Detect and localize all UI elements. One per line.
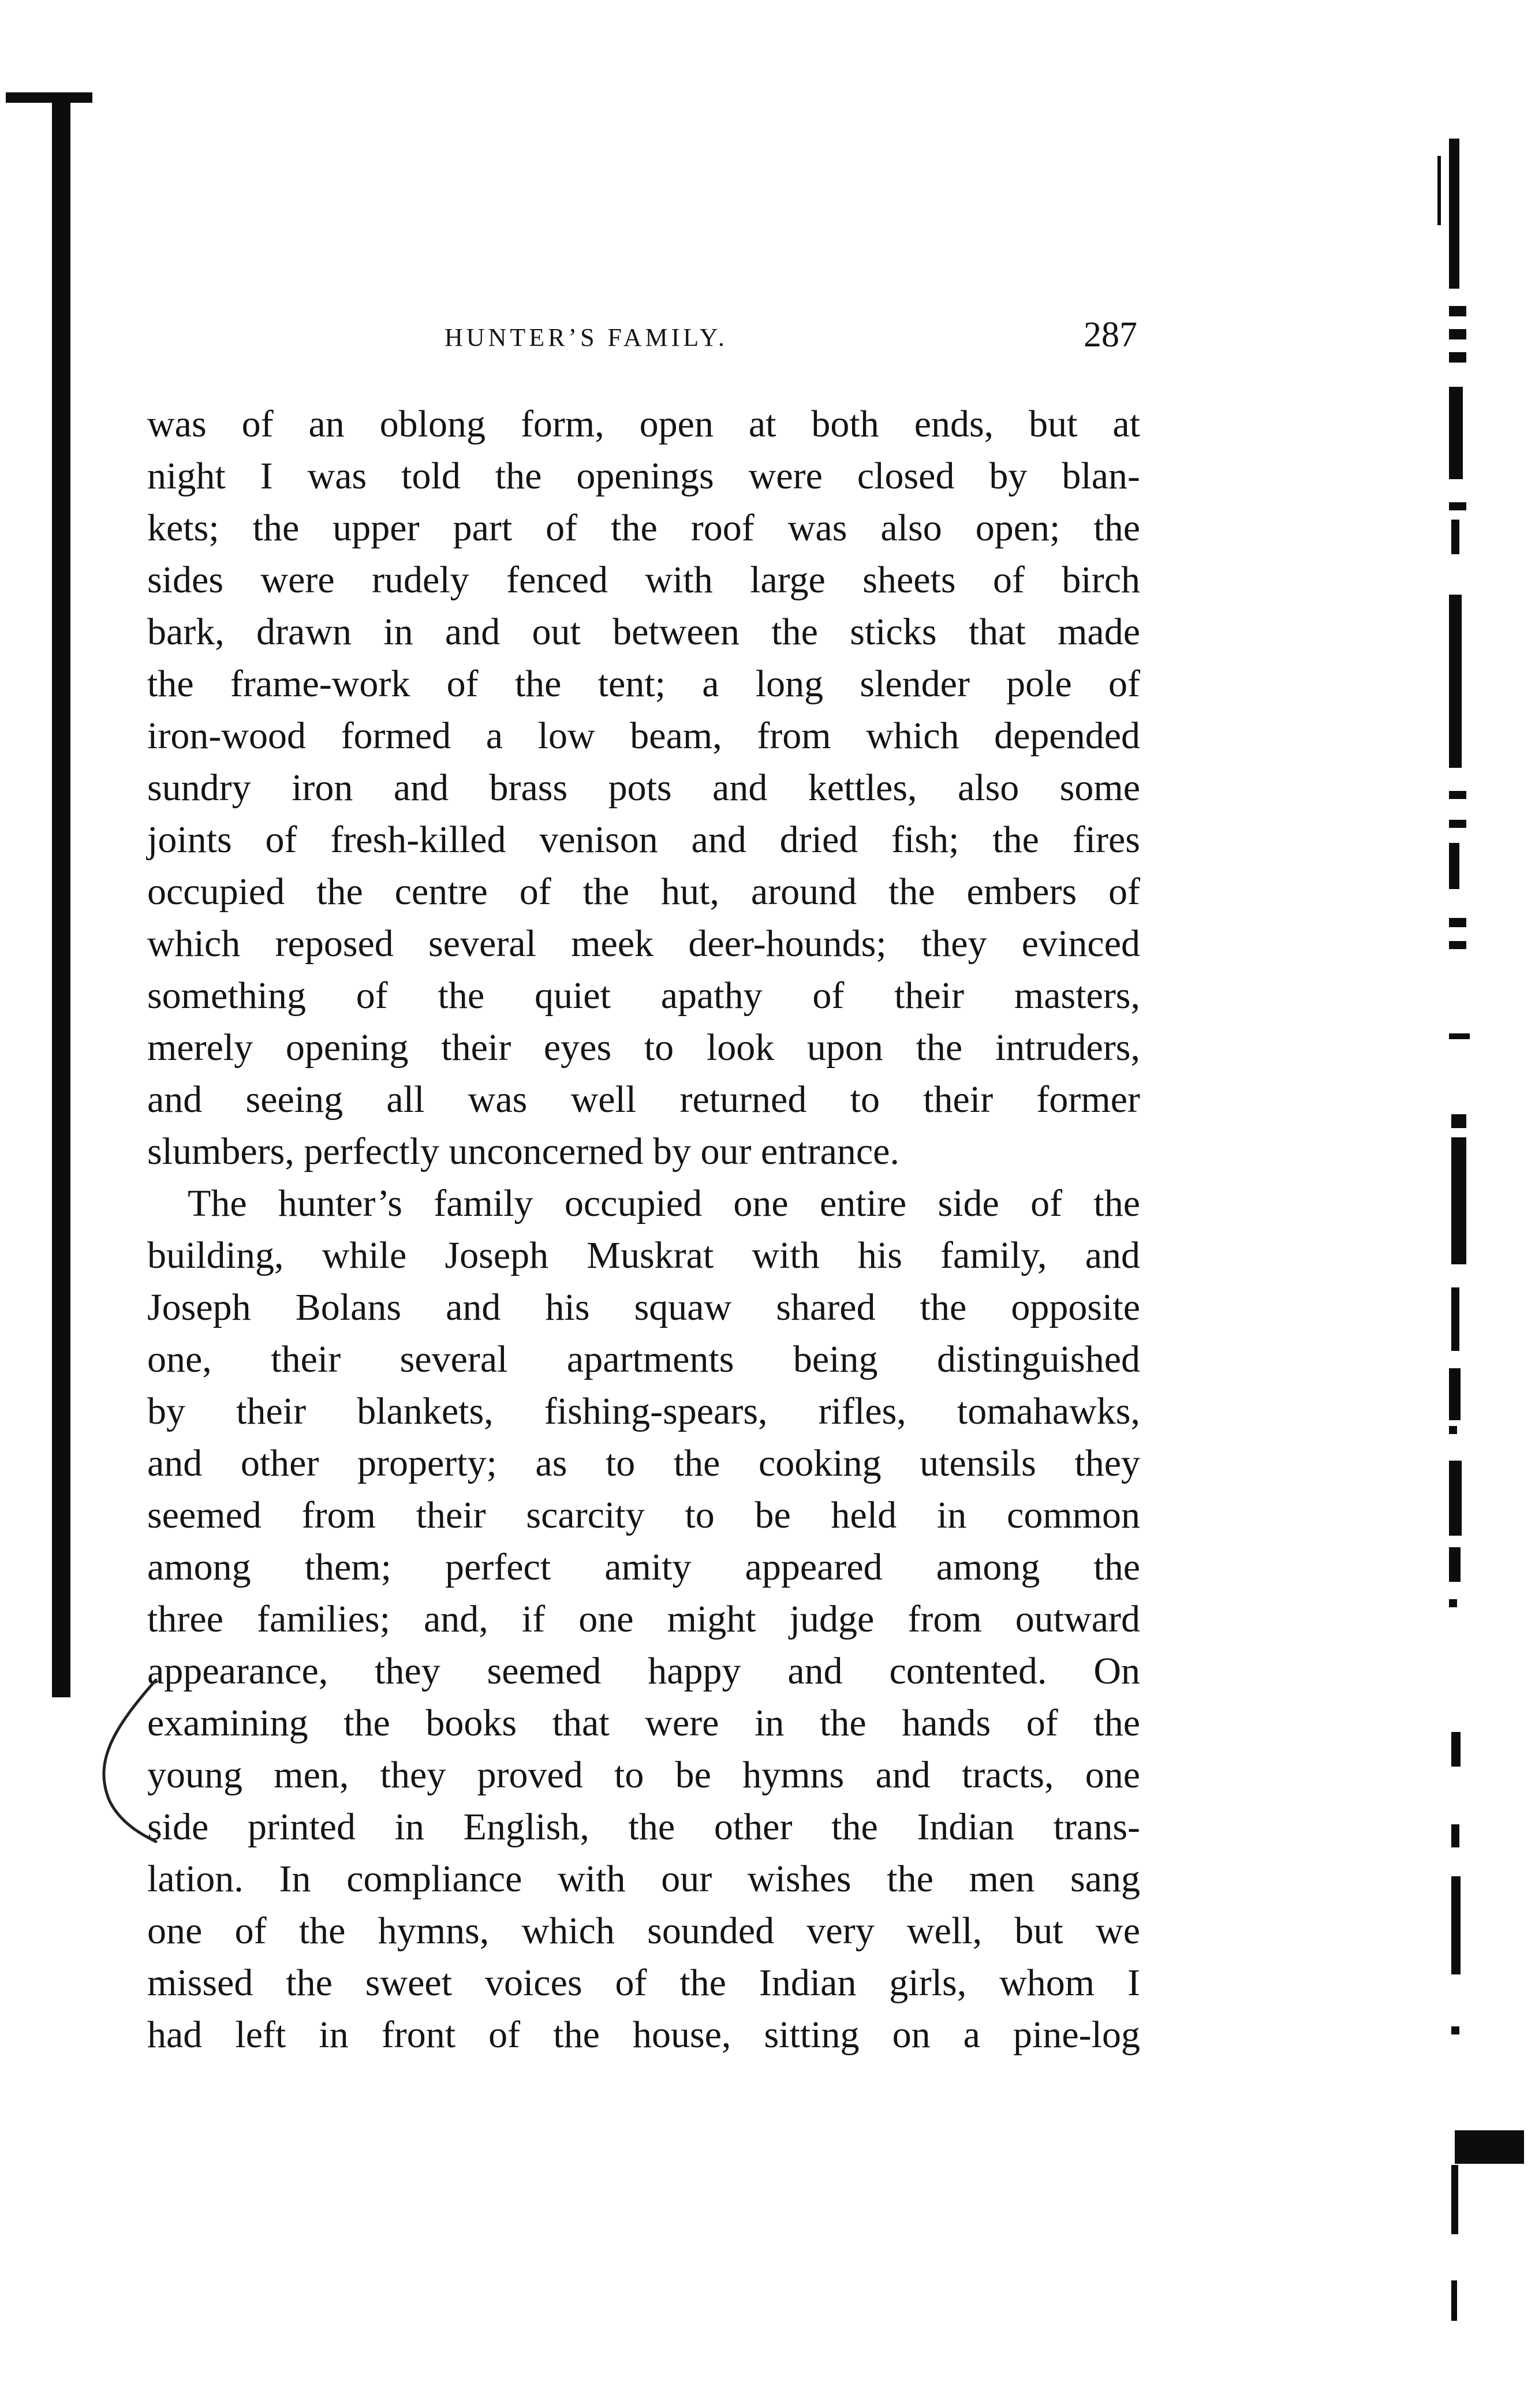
running-head: HUNTER’S FAMILY.	[445, 323, 728, 352]
text-line: night I was told the openings were closed by blan-	[147, 455, 1140, 497]
pencil-bracket-mark	[69, 1663, 185, 1859]
text-line: sides were rudely fenced with large sheets of birch	[147, 559, 1140, 601]
text-line: side printed in English, the other the Indian trans-	[147, 1806, 1140, 1848]
text-line: kets; the upper part of the roof was also open; the	[147, 507, 1140, 549]
scan-right-edge-block	[1455, 2130, 1524, 2164]
text-line: and seeing all was well returned to their former	[147, 1078, 1140, 1121]
text-line: building, while Joseph Muskrat with his family, and	[147, 1234, 1140, 1276]
text-line: merely opening their eyes to look upon the intruders,	[147, 1026, 1140, 1069]
text-line: missed the sweet voices of the Indian girls, whom I	[147, 1962, 1140, 2004]
scan-gutter-shadow	[52, 92, 70, 1697]
text-line: the frame-work of the tent; a long slender pole of	[147, 663, 1140, 705]
text-line: young men, they proved to be hymns and tracts, one	[147, 1754, 1140, 1796]
paragraph-1	[147, 398, 1140, 1178]
text-line: one of the hymns, which sounded very well, but we	[147, 1910, 1140, 1952]
text-line: bark, drawn in and out between the sticks that made	[147, 611, 1140, 653]
text-line: something of the quiet apathy of their masters,	[147, 975, 1140, 1017]
page-header	[445, 315, 1137, 361]
text-line: and other property; as to the cooking utensils they	[147, 1442, 1140, 1484]
text-line: three families; and, if one might judge from outward	[147, 1598, 1140, 1640]
page-number: 287	[1084, 315, 1137, 354]
text-line: occupied the centre of the hut, around the embers of	[147, 871, 1140, 913]
text-line: examining the books that were in the hands of the	[147, 1702, 1140, 1744]
scan-gutter-cap	[6, 92, 92, 103]
text-line: lation. In compliance with our wishes the men sang	[147, 1858, 1140, 1900]
text-line: slumbers, perfectly unconcerned by our entrance.	[147, 1130, 899, 1173]
text-line: had left in front of the house, sitting on a pine-log	[147, 2014, 1140, 2056]
text-line: was of an oblong form, open at both ends, but at	[147, 403, 1140, 445]
body-text	[147, 398, 1140, 2061]
text-line: by their blankets, fishing-spears, rifles, tomahawks,	[147, 1390, 1140, 1432]
text-line: which reposed several meek deer-hounds; they evinced	[147, 923, 1140, 965]
text-line: iron-wood formed a low beam, from which depended	[147, 715, 1140, 757]
text-line: sundry iron and brass pots and kettles, also some	[147, 767, 1140, 809]
text-line: joints of fresh-killed venison and dried fish; the fires	[147, 819, 1140, 861]
text-line: The hunter’s family occupied one entire side of the	[188, 1182, 1140, 1224]
text-line: Joseph Bolans and his squaw shared the opposite	[147, 1286, 1140, 1328]
text-line: appearance, they seemed happy and contented. On	[147, 1650, 1140, 1692]
text-line: seemed from their scarcity to be held in common	[147, 1494, 1140, 1536]
text-line: among them; perfect amity appeared among the	[147, 1546, 1140, 1588]
scan-right-edge-artifacts	[1426, 98, 1530, 2327]
paragraph-2	[147, 1178, 1140, 2061]
text-line: one, their several apartments being distinguished	[147, 1338, 1140, 1380]
